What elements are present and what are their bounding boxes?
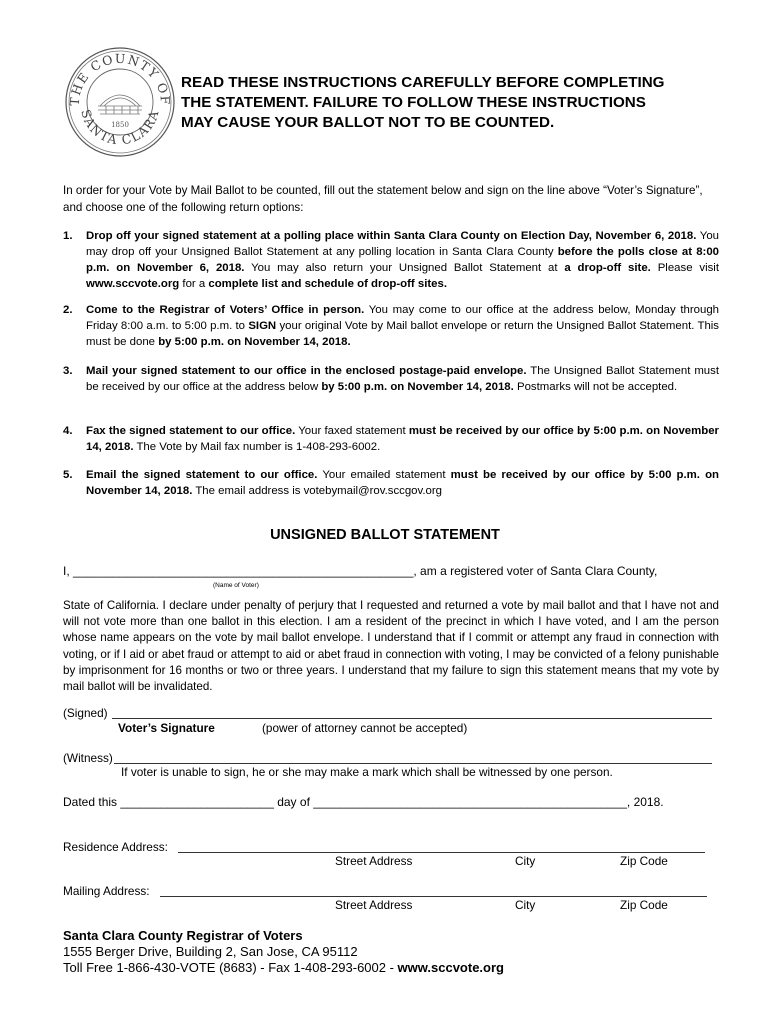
office-name: Santa Clara County Registrar of Voters [63, 928, 303, 943]
voter-signature-caption: Voter’s Signature [118, 721, 215, 735]
option-emphasis: a drop-off site. [564, 262, 651, 274]
header-line-3: MAY CAUSE YOUR BALLOT NOT TO BE COUNTED. [181, 114, 555, 131]
mailing-street-caption: Street Address [335, 898, 413, 912]
office-phone-fax: Toll Free 1-866-430-VOTE (8683) - Fax 1-408-293-6002 - [63, 960, 398, 975]
option-text: Please visit [650, 262, 719, 274]
dated-suffix: , 2018. [626, 795, 664, 809]
seal-top-text: THE COUNTY OF [66, 50, 174, 107]
header-line-1: READ THESE INSTRUCTIONS CAREFULLY BEFORE COMPLETING [181, 74, 665, 91]
option-heading: Email the signed statement to our office. [86, 469, 318, 481]
residence-address-label: Residence Address: [63, 840, 168, 854]
option-text: Your faxed statement [295, 425, 409, 437]
declaration-paragraph: State of California. I declare under penalty of perjury that I requested and returned a vote by mail ballot and that I have not and will not vote more than one ballot in this election. I am a resident of the precinct in which I have voted, and I am the person whose name appears on the vote by mail ballot envelope. I understand that if I commit or attempt any fraud in connection with voting, or if I aid or abet fraud or attempt to aid or abet fraud in connection with voting, I may be convicted of a felony punishable by imprisonment for 16 months or two or three years. I understand that my failure to sign this statement means that my vote by mail ballot will be invalidated. [63, 599, 719, 694]
voter-name-field[interactable]: ___________________________________________________ [73, 564, 414, 578]
option-number: 3. [63, 365, 73, 377]
mailing-city-caption: City [515, 898, 536, 912]
option-deadline: must be received by our office by 5:00 p.m. on November 14, 2018. [86, 425, 719, 453]
seal-building-icon [98, 95, 142, 114]
fax-number: The Vote by Mail fax number is 1-408-293-6002. [133, 441, 381, 453]
option-heading: Fax the signed statement to our office. [86, 425, 296, 437]
residence-zip-caption: Zip Code [620, 854, 668, 868]
option-emphasis: complete list and schedule of drop-off sites. [208, 278, 447, 290]
instructions-header [181, 73, 741, 133]
office-website-link[interactable]: www.sccvote.org [397, 960, 504, 975]
return-option-5 [63, 467, 719, 499]
option-deadline: must be received by our office by 5:00 p.m. on November 14, 2018. [86, 469, 719, 497]
option-emphasis: SIGN [248, 320, 277, 332]
return-option-2 [63, 302, 719, 350]
return-option-4 [63, 423, 719, 455]
residence-address-field[interactable] [178, 852, 705, 853]
witness-label: (Witness) [63, 751, 113, 765]
option-deadline: before the polls close at 8:00 p.m. on November 6, 2018. [86, 246, 719, 274]
option-number: 5. [63, 469, 73, 481]
county-seal [64, 44, 176, 160]
month-field[interactable]: _______________________________________________ [313, 795, 627, 809]
option-number: 1. [63, 230, 73, 242]
sccvote-link[interactable]: www.sccvote.org [86, 278, 180, 290]
power-of-attorney-note: (power of attorney cannot be accepted) [262, 721, 468, 735]
signed-label: (Signed) [63, 706, 108, 720]
residence-city-caption: City [515, 854, 536, 868]
header-line-2: THE STATEMENT. FAILURE TO FOLLOW THESE INSTRUCTIONS [181, 94, 646, 111]
option-text: You may come to our office at the address below, Monday through Friday 8:00 a.m. to 5:00 p.m. to [86, 304, 720, 332]
return-option-1 [63, 228, 719, 292]
option-heading: Drop off your signed statement at a polling place within Santa Clara County on Election Day, November 6, 2018. [86, 230, 697, 242]
option-heading: Come to the Registrar of Voters’ Office in person. [86, 304, 365, 316]
statement-title: UNSIGNED BALLOT STATEMENT [270, 527, 500, 543]
option-text: Your emailed statement [317, 469, 451, 481]
mailing-zip-caption: Zip Code [620, 898, 668, 912]
seal-year: 1850 [111, 121, 129, 129]
signature-field[interactable] [112, 718, 712, 719]
email-address: The email address is votebymail@rov.sccgov.org [192, 485, 442, 497]
witness-field[interactable] [114, 763, 712, 764]
option-deadline: by 5:00 p.m. on November 14, 2018. [321, 381, 514, 393]
dated-prefix: Dated this [63, 795, 121, 809]
mailing-address-field[interactable] [160, 896, 707, 897]
intro-paragraph: In order for your Vote by Mail Ballot to be counted, fill out the statement below and sign on the line above “Voter’s Signature”, and choose one of the following return options: [63, 184, 703, 214]
office-address: 1555 Berger Drive, Building 2, San Jose, CA 95112 [63, 944, 358, 959]
option-number: 4. [63, 425, 73, 437]
name-of-voter-caption: (Name of Voter) [213, 582, 259, 589]
option-heading: Mail your signed statement to our office in the enclosed postage-paid envelope. [86, 365, 527, 377]
option-text: You may drop off your Unsigned Ballot Statement at any polling location in Santa Clara County [86, 230, 719, 258]
dated-mid: day of [273, 795, 314, 809]
office-contact [63, 960, 504, 975]
option-number: 2. [63, 304, 73, 316]
mailing-address-label: Mailing Address: [63, 884, 150, 898]
return-option-3 [63, 363, 719, 395]
option-text: Postmarks will not be accepted. [513, 381, 678, 393]
voter-name-row [63, 564, 657, 578]
dated-row [63, 795, 664, 809]
seal-bottom-text: SANTA CLARA [78, 107, 162, 148]
residence-street-caption: Street Address [335, 854, 413, 868]
witness-note: If voter is unable to sign, he or she may make a mark which shall be witnessed by one person. [121, 765, 613, 779]
option-deadline: by 5:00 p.m. on November 14, 2018. [158, 336, 351, 348]
option-text: your original Vote by Mail ballot envelope or return the Unsigned Ballot Statement. This must be done [86, 320, 719, 348]
option-text: You may also return your Unsigned Ballot Statement at [244, 262, 565, 274]
voter-line-suffix: , am a registered voter of Santa Clara County, [413, 564, 658, 578]
option-text: The Unsigned Ballot Statement must be received by our office at the address below [86, 365, 720, 393]
day-field[interactable]: _______________________ [120, 795, 274, 809]
option-text: for a [179, 278, 209, 290]
voter-line-prefix: I, [63, 564, 74, 578]
